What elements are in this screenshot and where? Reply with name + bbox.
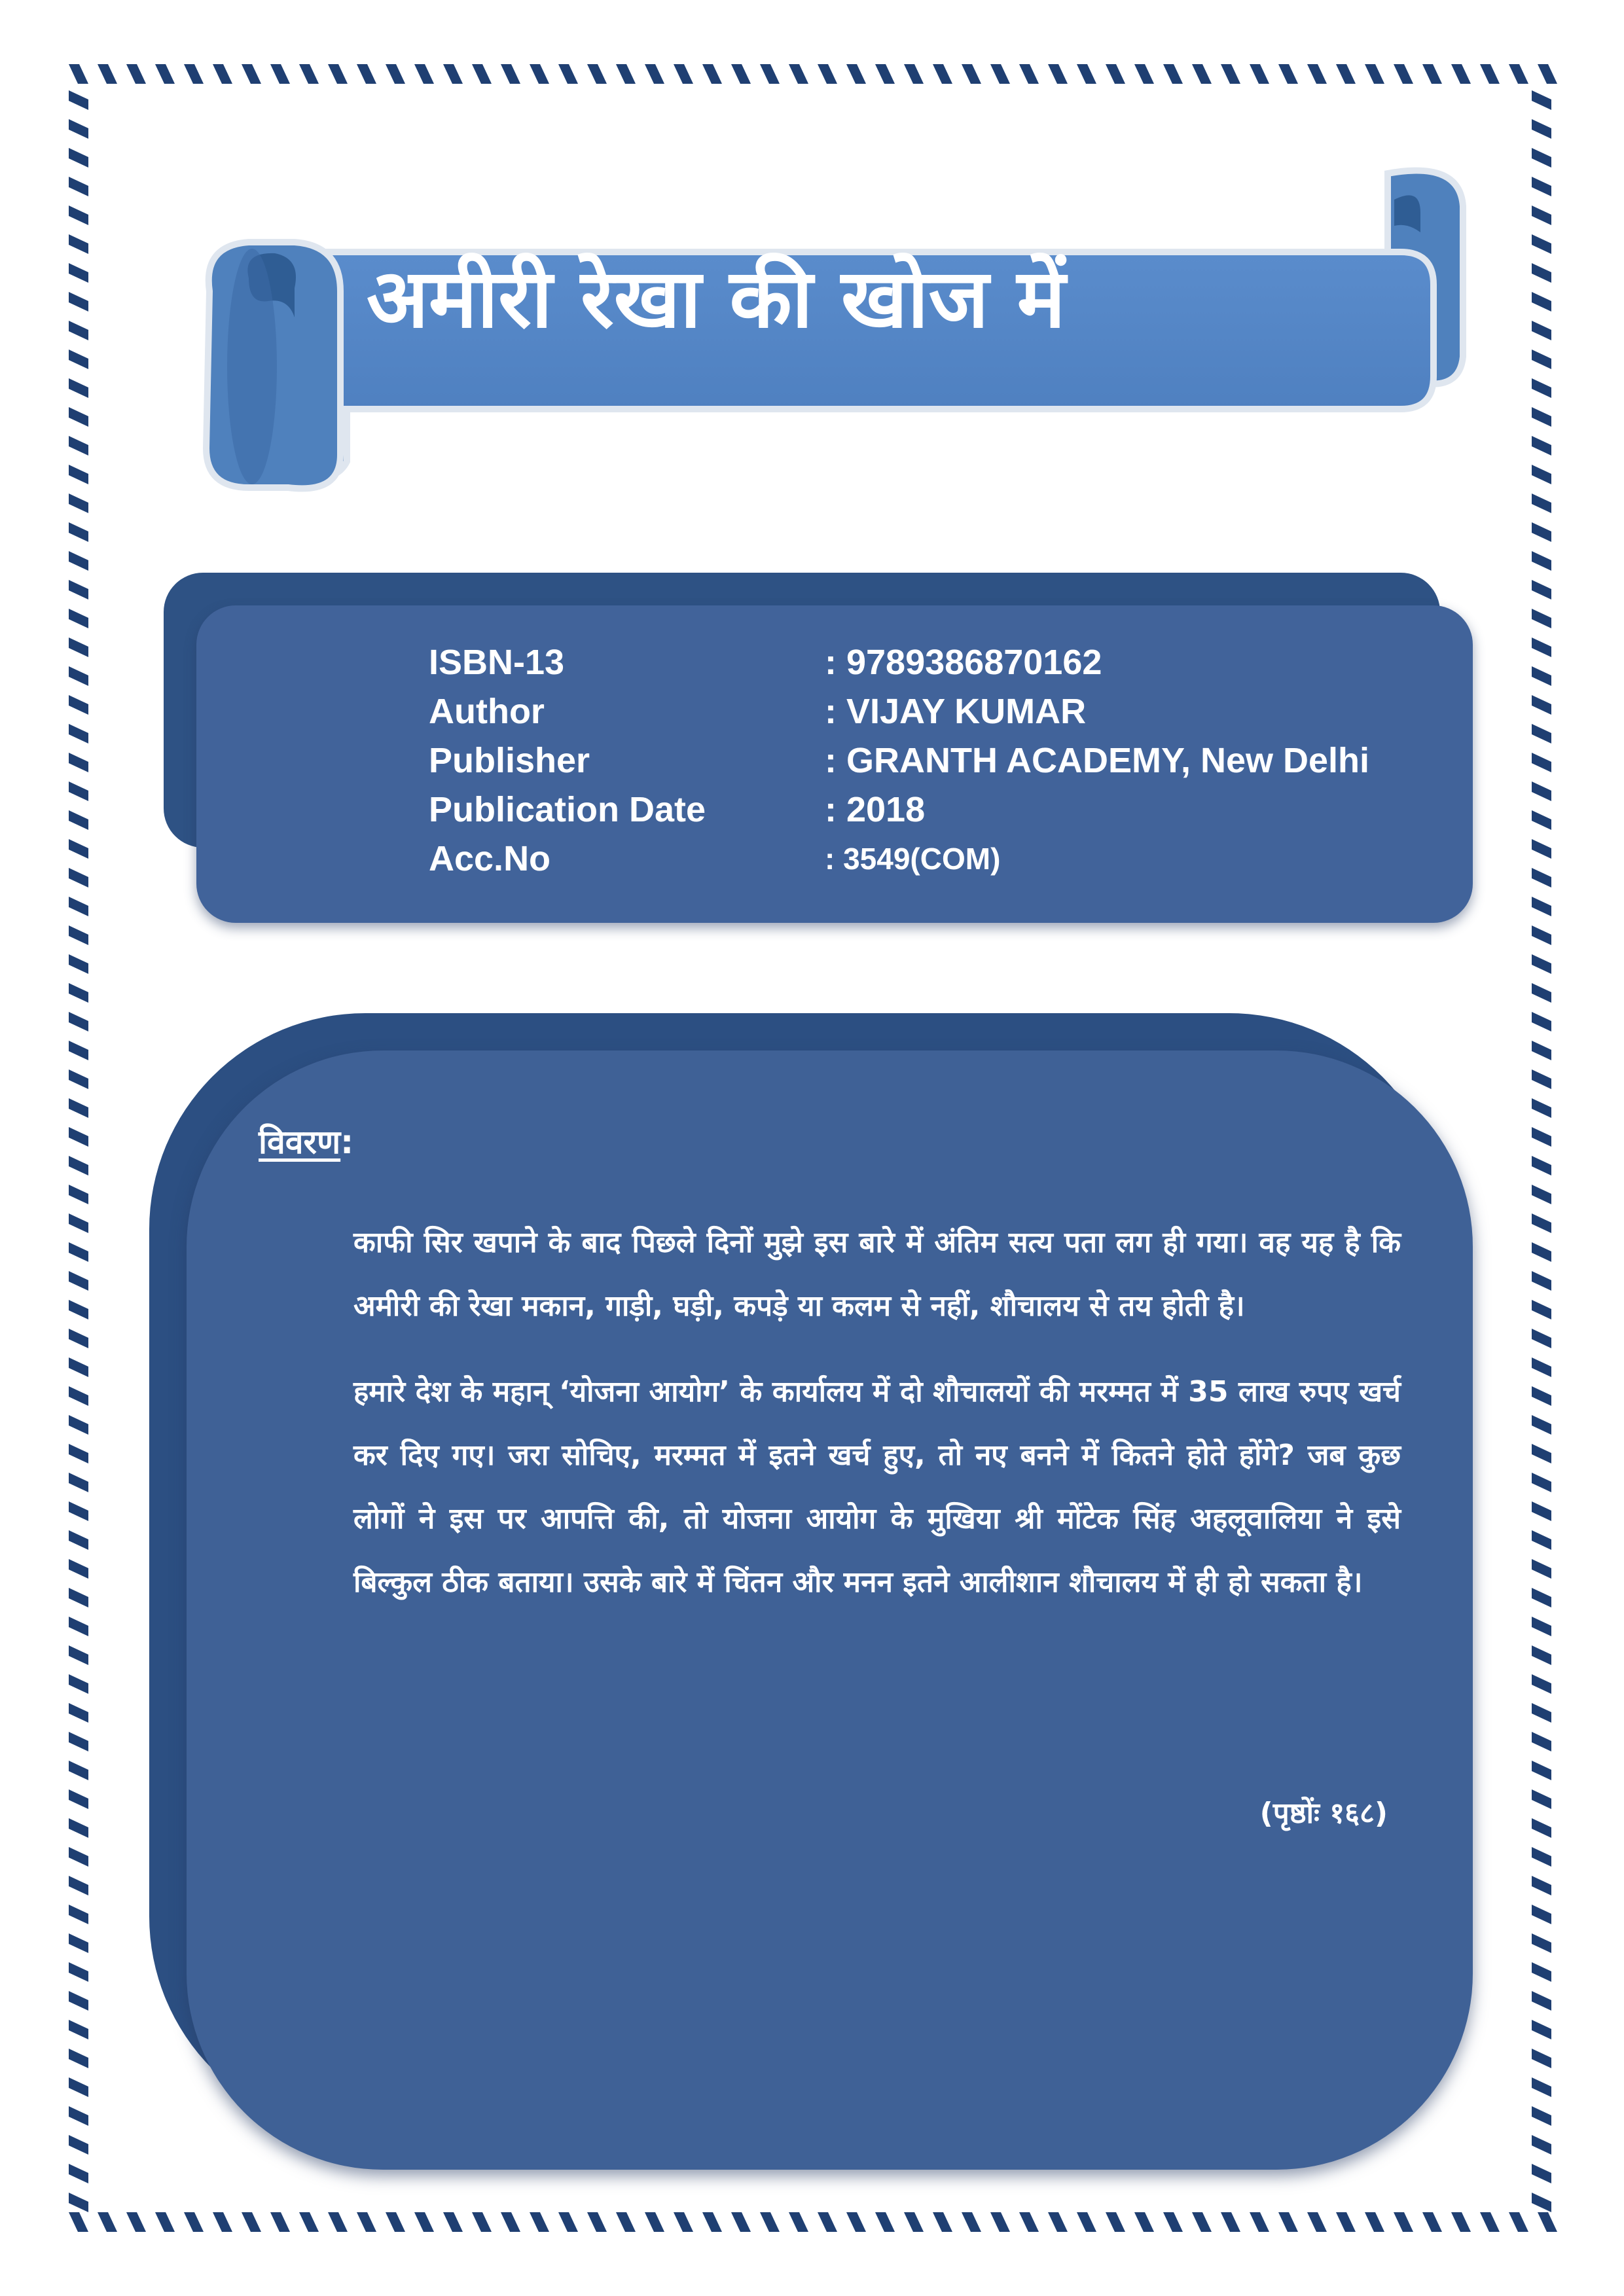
info-row-publisher [429,736,1369,785]
publisher-label: Publisher [429,741,590,780]
book-info-table [429,638,1369,884]
info-row-author [429,687,1369,736]
description-heading-text: विवरण [259,1123,341,1161]
info-row-isbn [429,638,1369,687]
publication-date-value: : 2018 [825,790,926,829]
description-heading [259,1122,353,1162]
page-count: (पृष्ठोंः १६८) [1259,1797,1388,1830]
description-paragraph: हमारे देश के महान् ‘योजना आयोग’ के कार्यालय में दो शौचालयों की मरम्मत में 35 लाख रुपए खर्च कर दिए गए। जरा सोचिए, मरम्मत में इतने खर्च हुए, तो नए बनने में कितने होते होंगे? जब कुछ लोगों ने इस पर आपत्ति की, तो योजना आयोग के मुखिया श्री मोंटेक सिंह अहलूवालिया ने इसे बिल्कुल ठीक बताया। उसके बारे में चिंतन और मनन इतने आलीशान शौचालय में ही हो सकता है। [353,1375,1401,1599]
publisher-value: : GRANTH ACADEMY, New Delhi [825,741,1370,780]
author-value: : VIJAY KUMAR [825,692,1087,731]
description-paragraph: काफी सिर खपाने के बाद पिछले दिनों मुझे इस बारे में अंतिम सत्य पता लग ही गया। वह यह है कि अमीरी की रेखा मकान, गाड़ी, घड़ी, कपड़े या कलम से नहीं, शौचालय से तय होती है। [353,1226,1401,1323]
description-heading-colon: : [340,1123,354,1161]
info-row-acc-no [429,834,1369,884]
acc-no-label: Acc.No [429,839,551,878]
author-label: Author [429,692,545,731]
isbn-value: : 9789386870162 [825,643,1102,682]
acc-no-value: : 3549(COM) [825,842,1001,876]
info-row-publication-date [429,785,1369,834]
description-body [353,1211,1401,1636]
book-title: अमीरी रेखा की खोज में [367,252,1066,346]
publication-date-label: Publication Date [429,790,706,829]
isbn-label: ISBN-13 [429,643,565,682]
